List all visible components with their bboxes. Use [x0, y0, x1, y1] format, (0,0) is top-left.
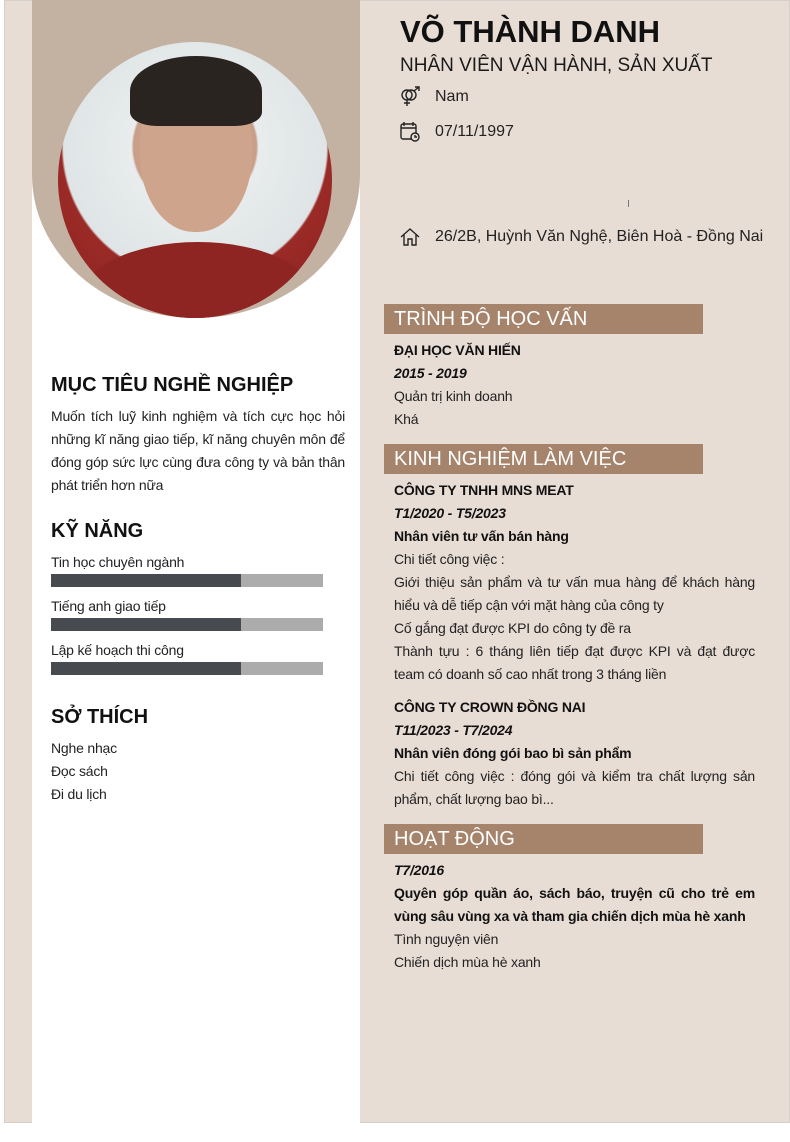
date-of-birth: 07/11/1997	[435, 123, 514, 140]
skill-label: Lập kế hoạch thi công	[51, 642, 184, 658]
skill-bar	[51, 574, 323, 587]
skills-heading: KỸ NĂNG	[51, 520, 144, 542]
experience-heading: KINH NGHIỆM LÀM VIỆC	[384, 444, 703, 474]
hobbies-heading: SỞ THÍCH	[51, 706, 149, 728]
job-detail: Cố gắng đạt được KPI do công ty đề ra	[394, 620, 631, 636]
education-heading: TRÌNH ĐỘ HỌC VẤN	[384, 304, 703, 334]
right-content	[384, 304, 755, 974]
education-period: 2015 - 2019	[394, 365, 467, 381]
activity-detail: Chiến dịch mùa hè xanh	[394, 954, 541, 970]
skill-bar	[51, 618, 323, 631]
job-period: T1/2020 - T5/2023	[394, 505, 506, 521]
skill-bar-fill	[51, 574, 241, 587]
divider-mark	[628, 200, 629, 207]
objective-text: Muốn tích luỹ kinh nghiệm và tích cực học hỏi những kĩ năng giao tiếp, kĩ năng chuyên môn để đóng góp sức lực cùng đưa công ty và bản thân phát triển hơn nữa	[51, 408, 345, 493]
gender-icon	[399, 86, 421, 108]
home-icon	[399, 226, 421, 248]
job-detail: Chi tiết công việc :	[394, 551, 505, 567]
calendar-icon	[399, 121, 421, 143]
job-detail: Chi tiết công việc : đóng gói và kiểm tra chất lượng sản phẩm, chất lượng bao bì...	[394, 768, 755, 807]
job-title: NHÂN VIÊN VẬN HÀNH, SẢN XUẤT	[400, 55, 713, 76]
skill-bar-fill	[51, 662, 241, 675]
hobby-item: Nghe nhạc	[51, 740, 117, 756]
job-position: Nhân viên tư vấn bán hàng	[394, 528, 569, 544]
skill-label: Tiếng anh giao tiếp	[51, 598, 166, 614]
grade: Khá	[394, 411, 419, 427]
gender: Nam	[435, 88, 469, 105]
job-position: Nhân viên đóng gói bao bì sản phẩm	[394, 745, 632, 761]
job-detail: Giới thiệu sản phẩm và tư vấn mua hàng để khách hàng hiểu và dễ tiếp cận với mặt hàng của công ty	[394, 574, 755, 613]
objective-heading: MỤC TIÊU NGHỀ NGHIỆP	[51, 374, 294, 396]
activity-title: Quyên góp quần áo, sách báo, truyện cũ cho trẻ em vùng sâu vùng xa và tham gia chiến dịch mùa hè xanh	[394, 885, 755, 924]
address: 26/2B, Huỳnh Văn Nghệ, Biên Hoà - Đồng Nai	[435, 228, 764, 245]
hobby-item: Đọc sách	[51, 763, 108, 779]
job-detail: Thành tựu : 6 tháng liên tiếp đạt được KPI và đạt được team có doanh số cao nhất trong 3 tháng liền	[394, 643, 755, 682]
skill-bar-fill	[51, 618, 241, 631]
skill-label: Tin học chuyên ngành	[51, 554, 185, 570]
hobby-item: Đi du lịch	[51, 786, 107, 802]
activity-period: T7/2016	[394, 862, 444, 878]
school-name: ĐẠI HỌC VĂN HIẾN	[394, 342, 521, 358]
full-name: VÕ THÀNH DANH	[400, 14, 661, 49]
skill-bar	[51, 662, 323, 675]
company-name: CÔNG TY CROWN ĐỒNG NAI	[394, 699, 586, 715]
activities-heading: HOẠT ĐỘNG	[384, 824, 703, 854]
job-period: T11/2023 - T7/2024	[394, 722, 513, 738]
left-content	[51, 373, 345, 806]
major: Quản trị kinh doanh	[394, 388, 513, 404]
company-name: CÔNG TY TNHH MNS MEAT	[394, 482, 574, 498]
activity-detail: Tình nguyện viên	[394, 931, 499, 947]
profile-photo	[58, 42, 332, 318]
